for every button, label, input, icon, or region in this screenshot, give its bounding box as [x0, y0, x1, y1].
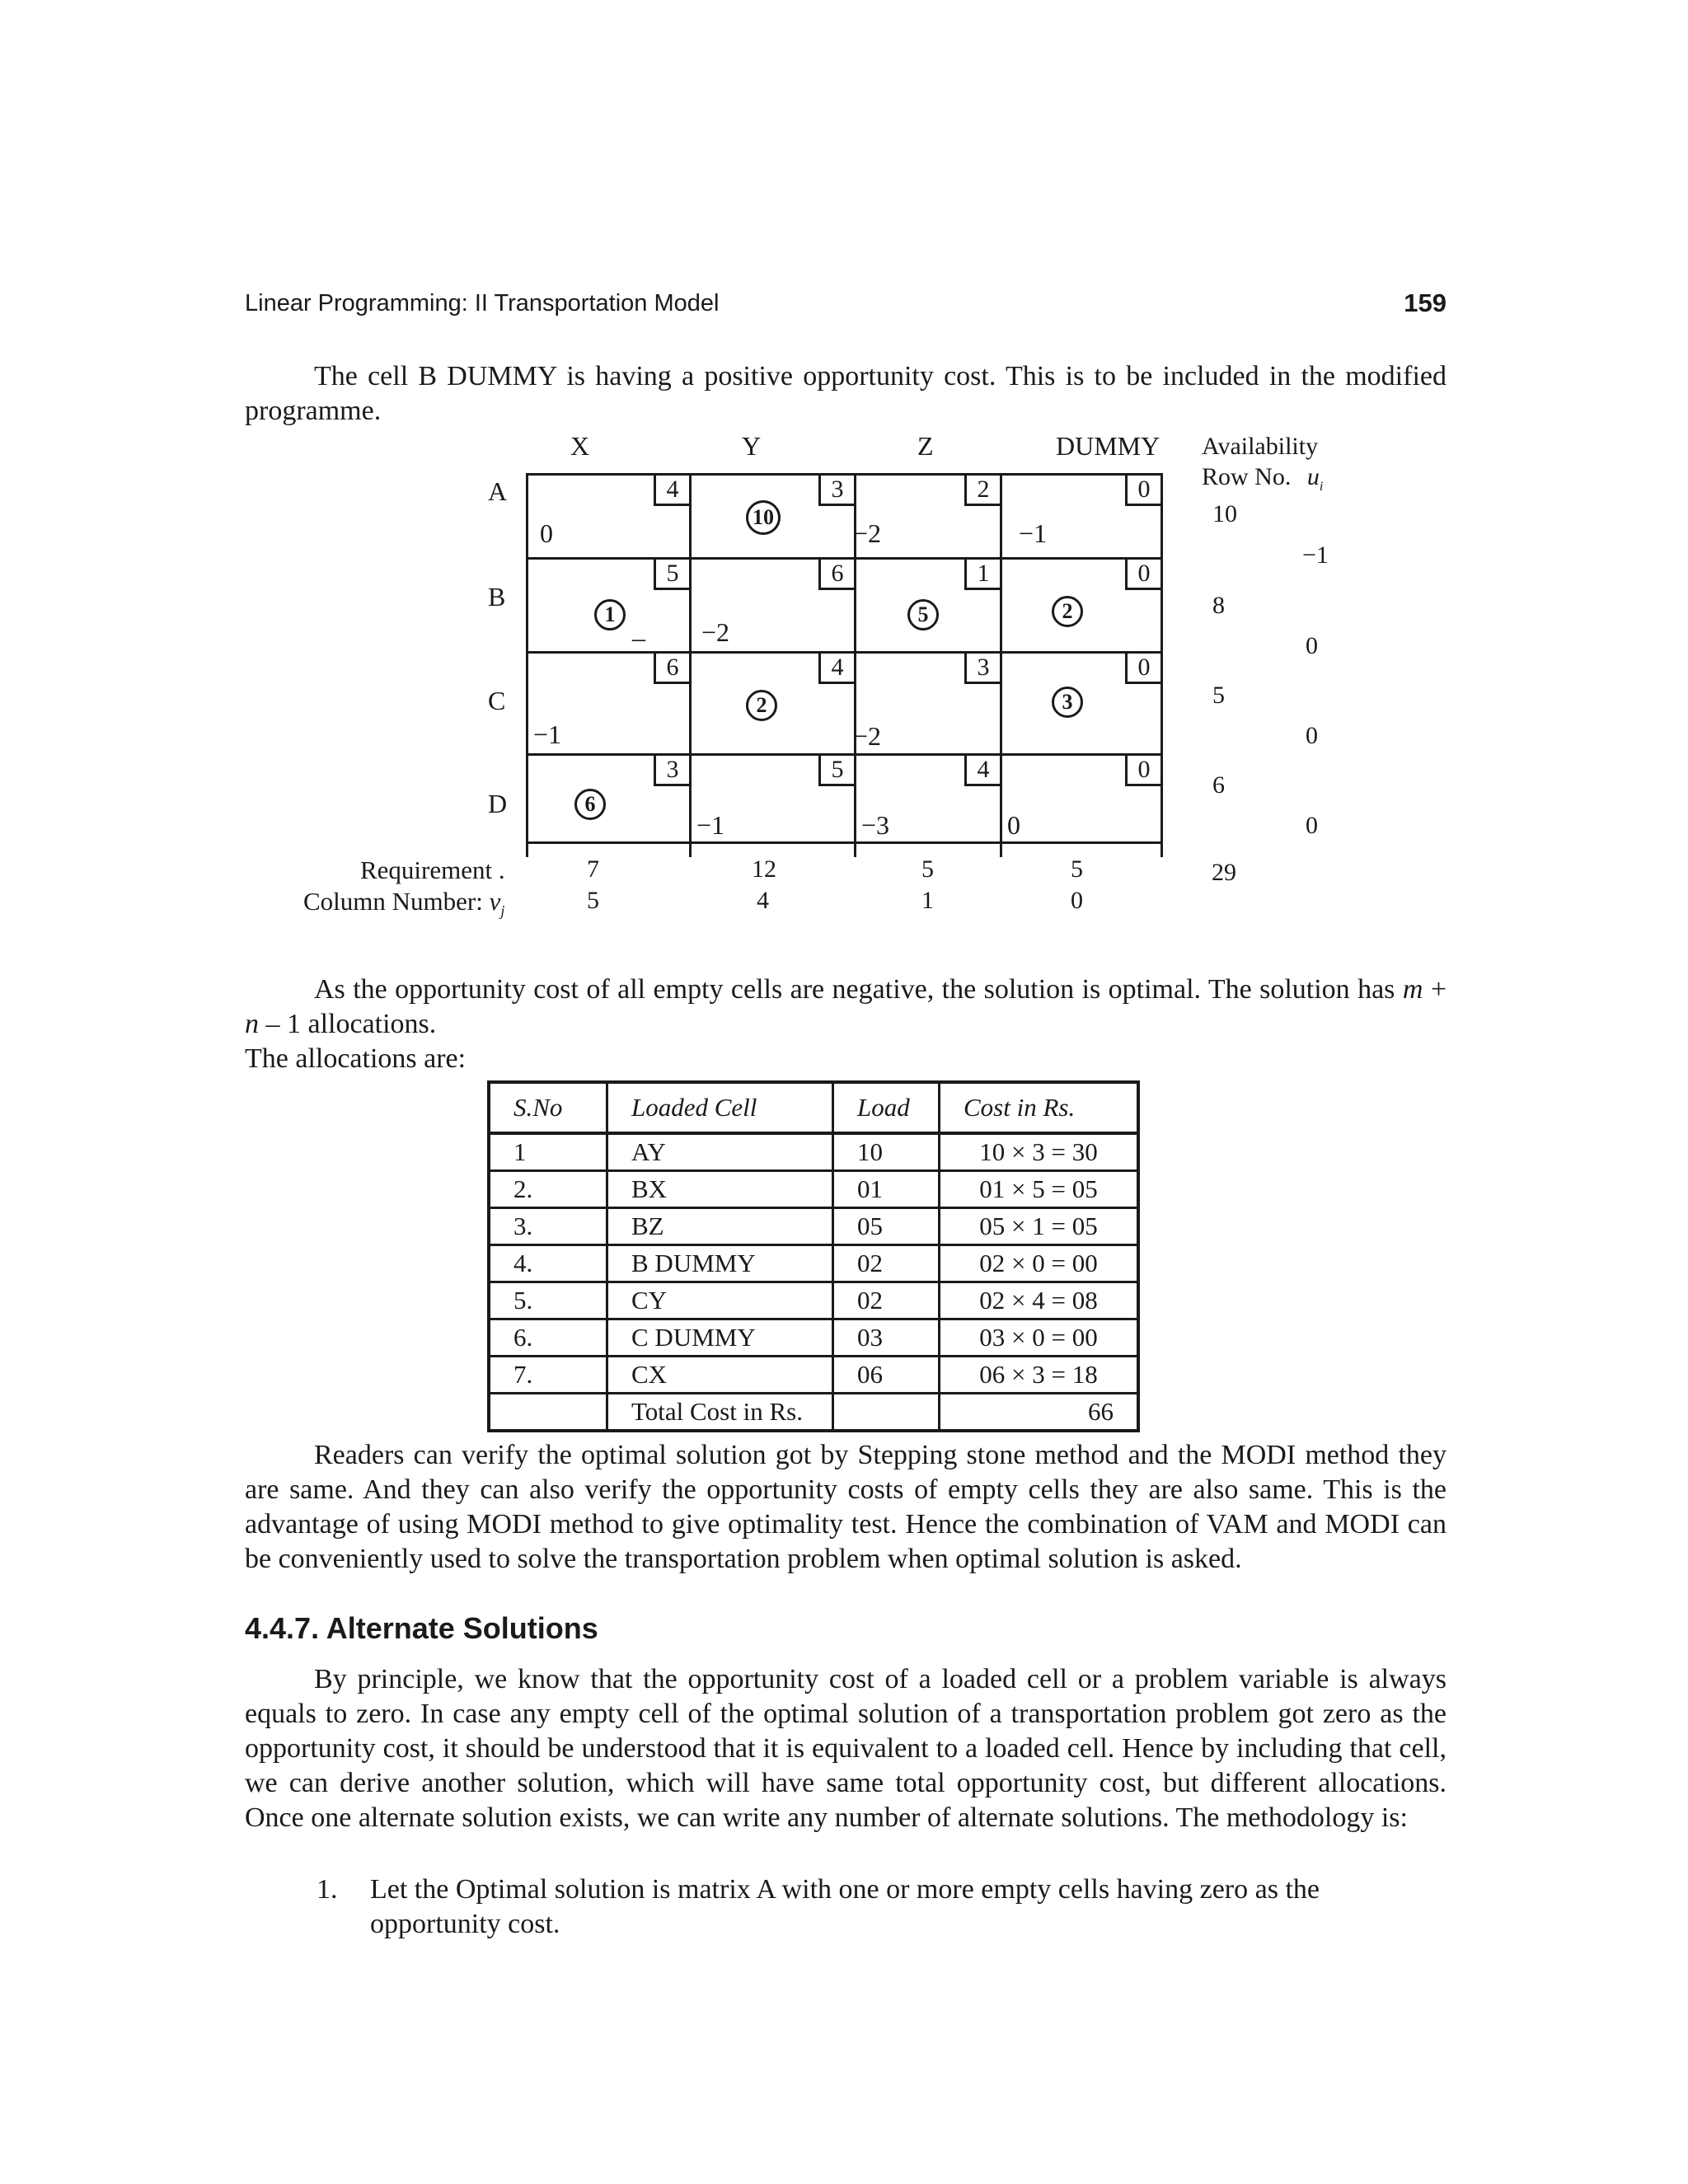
table-row: 4. B DUMMY 02 02 × 0 = 00 [489, 1245, 1138, 1282]
cost-a-dummy: 0 [1125, 473, 1163, 506]
cell-a-dummy [1000, 473, 1163, 560]
alloc-c-dummy: 3 [1052, 687, 1083, 718]
cost-c-z: 3 [964, 651, 1002, 684]
cost-a-x: 4 [654, 473, 692, 506]
opp-d-z: −3 [861, 810, 890, 840]
cost-a-y: 3 [818, 473, 856, 506]
cost-d-z: 4 [964, 753, 1002, 786]
vj-label: $v_j$ [489, 887, 505, 920]
requirement-z: 5 [921, 855, 934, 883]
table-row: 6. C DUMMY 03 03 × 0 = 00 [489, 1319, 1138, 1357]
opp-d-y: −1 [696, 810, 725, 840]
req-tick-5 [1160, 842, 1163, 857]
opp-b-x: _ [632, 614, 645, 644]
u-a: −1 [1302, 541, 1329, 569]
row-label-c: C [488, 686, 506, 715]
u-d: 0 [1306, 812, 1318, 839]
cell-a-y [689, 473, 856, 560]
header-sno: S.No [489, 1082, 607, 1133]
opp-c-x: −1 [533, 719, 562, 749]
opp-a-z: −2 [853, 518, 882, 548]
cost-c-dummy: 0 [1125, 651, 1163, 684]
alloc-d-x: 6 [574, 789, 606, 820]
alloc-b-z: 5 [907, 599, 939, 630]
opp-d-dummy: 0 [1007, 810, 1020, 840]
opp-c-z: −2 [853, 721, 882, 751]
table-row: 3. BZ 05 05 × 1 = 05 [489, 1208, 1138, 1245]
cost-d-dummy: 0 [1125, 753, 1163, 786]
req-tick-3 [854, 842, 856, 857]
list-item [317, 1872, 1447, 1942]
list-item-number: 1. [316, 1874, 338, 1905]
col-header-z: Z [917, 431, 934, 461]
cell-c-y [689, 651, 856, 756]
column-number-text: Column Number: [303, 887, 483, 916]
allocations-intro: The allocations are: [245, 1043, 467, 1074]
cell-a-x [526, 473, 692, 560]
cell-b-z [854, 557, 1002, 654]
optimal-paragraph: As the opportunity cost of all empty cells are negative, the solution is optimal. The solution has m + n – 1 allocations. [245, 974, 1447, 1039]
cost-b-dummy: 0 [1125, 557, 1163, 590]
row-label-d: D [488, 789, 508, 818]
list-item-text: Let the Optimal solution is matrix A with one or more empty cells having zero as the opportunity cost. [370, 1874, 1320, 1939]
col-header-x: X [570, 431, 590, 461]
cell-a-z [854, 473, 1002, 560]
cost-d-x: 3 [654, 753, 692, 786]
cell-b-y [689, 557, 856, 654]
alternate-paragraph: By principle, we know that the opportunity cost of a loaded cell or a problem variable is always equals to zero. In case any empty cell of the optimal solution of a transportation problem got zero as the opportunity cost, it should be understood that it is equivalent to a loaded cell. Hence by including that cell, we can derive another solution, which will have same total opportunity cost, but different allocations. Once one alternate solution exists, we can write any number of alternate solutions. The methodology is: [245, 1664, 1447, 1833]
req-tick-2 [689, 842, 692, 857]
alloc-c-y: 2 [746, 690, 777, 721]
cell-d-x [526, 753, 692, 844]
availability-c: 5 [1212, 682, 1225, 709]
row-no-header [1202, 463, 1323, 494]
cost-c-y: 4 [818, 651, 856, 684]
req-tick-1 [526, 842, 528, 857]
cell-d-dummy [1000, 753, 1163, 844]
cell-b-x [526, 557, 692, 654]
verify-paragraph: Readers can verify the optimal solution got by Stepping stone method and the MODI method they are same. And they can also verify the opportunity costs of empty cells they are also same. This is the advantage of using MODI method to give optimality test. Hence the combination of VAM and MODI can be conveniently used to solve the transportation problem when optimal solution is asked. [245, 1440, 1447, 1574]
alloc-b-dummy: 2 [1052, 596, 1083, 627]
header-load: Load [833, 1082, 940, 1133]
header-cost: Cost in Rs. [940, 1082, 1139, 1133]
column-number-label [303, 887, 504, 920]
cell-c-z [854, 651, 1002, 756]
requirement-y: 12 [752, 855, 776, 883]
alloc-a-y: 10 [746, 500, 781, 535]
intro-paragraph [245, 359, 1447, 429]
row-label-a: A [488, 476, 508, 506]
row-label-b: B [488, 582, 506, 612]
opp-b-y: −2 [701, 617, 730, 647]
header-loaded-cell: Loaded Cell [607, 1082, 833, 1133]
requirement-label: Requirement . [360, 855, 505, 884]
availability-a: 10 [1212, 500, 1237, 527]
table-row: 1 AY 10 10 × 3 = 30 [489, 1133, 1138, 1171]
table-row: 2. BX 01 01 × 5 = 05 [489, 1171, 1138, 1208]
page-number: 159 [1404, 288, 1447, 317]
cell-d-y [689, 753, 856, 844]
total-label: Total Cost in Rs. [607, 1394, 833, 1432]
cost-b-x: 5 [654, 557, 692, 590]
total-value: 66 [940, 1394, 1139, 1432]
section-heading: 4.4.7. Alternate Solutions [245, 1611, 598, 1645]
availability-b: 8 [1212, 592, 1225, 619]
cell-c-dummy [1000, 651, 1163, 756]
cell-c-x [526, 651, 692, 756]
allocation-table [487, 1080, 1140, 1432]
v-z: 1 [921, 887, 934, 914]
opp-a-x: 0 [540, 518, 553, 548]
table-header-row [489, 1082, 1138, 1133]
ui-label: $u_i$ [1306, 463, 1324, 494]
req-tick-4 [1000, 842, 1002, 857]
intro-text: The cell B DUMMY is having a positive opportunity cost. This is to be included in the modified programme. [245, 361, 1447, 426]
table-row: 7. CX 06 06 × 3 = 18 [489, 1357, 1138, 1394]
requirement-total: 29 [1212, 859, 1236, 886]
requirement-dummy: 5 [1071, 855, 1083, 883]
availability-d: 6 [1212, 771, 1225, 799]
u-c: 0 [1306, 722, 1318, 749]
col-header-dummy: DUMMY [1056, 431, 1160, 461]
cell-d-z [854, 753, 1002, 844]
cost-d-y: 5 [818, 753, 856, 786]
requirement-x: 7 [587, 855, 599, 883]
table-total-row [489, 1394, 1138, 1432]
running-head: Linear Programming: II Transportation Model [245, 290, 720, 316]
transportation-tableau [0, 0, 1688, 948]
v-y: 4 [757, 887, 769, 914]
alloc-b-x: 1 [594, 599, 626, 630]
cost-a-z: 2 [964, 473, 1002, 506]
table-row: 5. CY 02 02 × 4 = 08 [489, 1282, 1138, 1319]
v-dummy: 0 [1071, 887, 1083, 914]
cost-b-z: 1 [964, 557, 1002, 590]
cost-b-y: 6 [818, 557, 856, 590]
availability-header: Availability [1202, 433, 1319, 460]
cost-c-x: 6 [654, 651, 692, 684]
cell-b-dummy [1000, 557, 1163, 654]
row-no-label: Row No. [1202, 463, 1292, 490]
v-x: 5 [587, 887, 599, 914]
u-b: 0 [1306, 632, 1318, 659]
opp-a-dummy: −1 [1019, 518, 1048, 548]
col-header-y: Y [742, 431, 762, 461]
